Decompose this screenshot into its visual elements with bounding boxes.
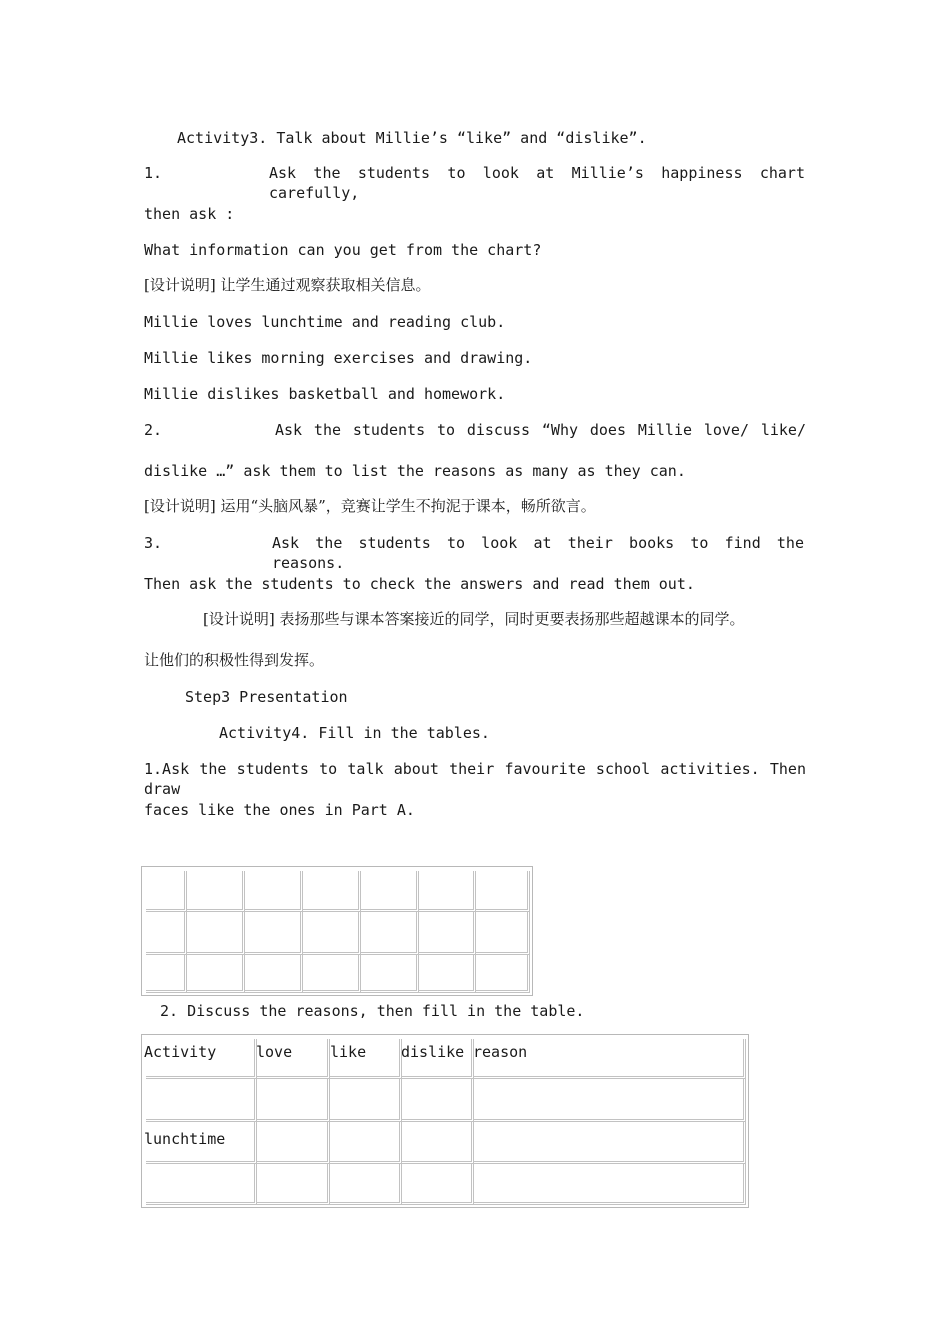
- table-cell: [402, 1122, 474, 1164]
- activity4-heading: Activity4. Fill in the tables.: [219, 724, 490, 742]
- item3-text: Ask the students to look at their books to find the reasons.: [272, 534, 804, 572]
- chart-question: What information can you get from the chart?: [144, 241, 542, 259]
- grid-cell: [187, 912, 245, 955]
- grid-cell: [187, 955, 245, 993]
- grid-cell: [361, 871, 419, 912]
- faces-grid-table: [141, 866, 533, 996]
- grid-cell: [146, 871, 187, 912]
- table-cell: [474, 1122, 746, 1164]
- grid-cell: [303, 912, 361, 955]
- item3-continuation: Then ask the students to check the answers and read them out.: [144, 575, 695, 593]
- step3-heading: Step3 Presentation: [185, 688, 348, 706]
- table-cell: [474, 1079, 746, 1122]
- table-header-dislike: dislike: [401, 1043, 465, 1061]
- grid-cell: [303, 871, 361, 912]
- step3-item1-text: 1.Ask the students to talk about their favourite school activities. Then draw: [144, 760, 806, 798]
- grid-cell: [146, 912, 187, 955]
- table-cell: [402, 1079, 474, 1122]
- grid-cell: [361, 955, 419, 993]
- item2-number: 2.: [144, 421, 163, 439]
- grid-cell: [303, 955, 361, 993]
- table-header-love: love: [256, 1043, 293, 1061]
- grid-cell: [146, 955, 187, 993]
- grid-cell: [476, 912, 530, 955]
- table-cell: [402, 1164, 474, 1205]
- item2-text: Ask the students to discuss “Why does Millie love/ like/: [275, 421, 806, 439]
- table-cell: [330, 1122, 402, 1164]
- item2-continuation: dislike …” ask them to list the reasons as many as they can.: [144, 462, 686, 480]
- fact-likes: Millie likes morning exercises and drawing.: [144, 349, 533, 367]
- table-cell-text: lunchtime: [144, 1130, 226, 1148]
- fact-loves: Millie loves lunchtime and reading club.: [144, 313, 506, 331]
- table-cell: [257, 1164, 330, 1205]
- table-cell: [257, 1079, 330, 1122]
- grid-cell: [187, 871, 245, 912]
- step3-item2-text: 2. Discuss the reasons, then fill in the table.: [160, 1002, 585, 1020]
- design-note-3: [设计说明] 表扬那些与课本答案接近的同学，同时更要表扬那些超越课本的同学。: [203, 610, 745, 628]
- table-cell: [330, 1079, 402, 1122]
- table-cell: [474, 1164, 746, 1205]
- table-header-like: like: [330, 1043, 367, 1061]
- table-cell: [146, 1164, 257, 1205]
- grid-cell: [419, 912, 476, 955]
- table-cell: [257, 1122, 330, 1164]
- grid-cell: [245, 955, 303, 993]
- grid-cell: [245, 871, 303, 912]
- table-cell: [146, 1079, 257, 1122]
- design-note-3-continuation: 让他们的积极性得到发挥。: [144, 651, 325, 669]
- activity-table: [141, 1034, 749, 1208]
- item1-continuation: then ask :: [144, 205, 235, 223]
- design-note-1: [设计说明] 让学生通过观察获取相关信息。: [144, 276, 431, 294]
- fact-dislikes: Millie dislikes basketball and homework.: [144, 385, 506, 403]
- design-note-2: [设计说明] 运用“头脑风暴”，竞赛让学生不拘泥于课本，畅所欲言。: [144, 497, 596, 515]
- table-cell: [330, 1164, 402, 1205]
- grid-cell: [476, 871, 530, 912]
- item1-number: 1.: [144, 164, 163, 182]
- step3-item1-continuation: faces like the ones in Part A.: [144, 801, 415, 819]
- grid-cell: [361, 912, 419, 955]
- table-header-reason: reason: [473, 1043, 528, 1061]
- grid-cell: [245, 912, 303, 955]
- grid-cell: [419, 955, 476, 993]
- grid-cell: [419, 871, 476, 912]
- grid-cell: [476, 955, 530, 993]
- table-header-activity: Activity: [144, 1043, 217, 1061]
- activity3-heading: Activity3. Talk about Millie’s “like” and “dislike”.: [177, 129, 647, 147]
- item3-number: 3.: [144, 534, 163, 552]
- item1-text: Ask the students to look at Millie’s happiness chart carefully,: [269, 164, 805, 202]
